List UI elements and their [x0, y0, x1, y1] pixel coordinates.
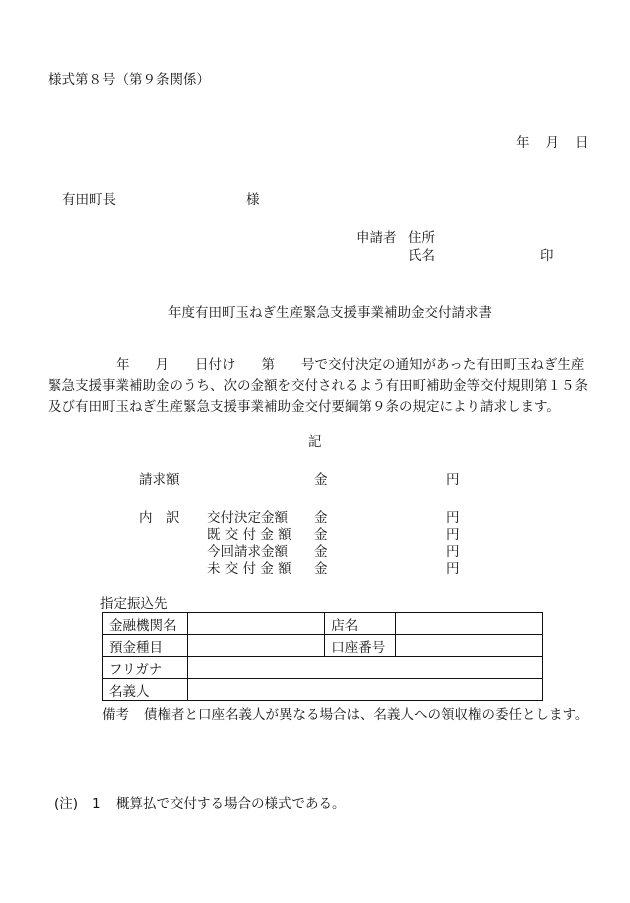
- date-day-label: 日: [575, 135, 589, 151]
- breakdown-item-kin: 金: [314, 561, 328, 577]
- breakdown-item-kin: 金: [314, 527, 328, 543]
- body-paragraph: [48, 355, 588, 418]
- holder-label: 名義人: [103, 679, 188, 701]
- table-row: [103, 657, 543, 679]
- document-title: 年度有田町玉ねぎ生産緊急支援事業補助金交付請求書: [168, 305, 492, 321]
- deposit-type-field[interactable]: [187, 635, 325, 657]
- table-row: [103, 679, 543, 701]
- applicant-address-label: 住所: [408, 230, 435, 246]
- addressee-honorific: 様: [246, 192, 260, 208]
- body-line-1: [48, 355, 588, 376]
- table-row: [103, 613, 543, 635]
- breakdown-item-yen: 円: [446, 527, 460, 543]
- breakdown-label: 内 訳: [139, 510, 180, 526]
- financial-institution-label: 金融機関名: [103, 613, 188, 635]
- applicant-name-label: 氏名: [408, 248, 435, 264]
- deposit-type-label: 預金種目: [103, 635, 188, 657]
- claim-yen: 円: [446, 472, 460, 488]
- body-line-1-rest: 号で交付決定の通知があった有田町玉ねぎ生産: [301, 357, 585, 373]
- breakdown-item-yen: 円: [446, 510, 460, 526]
- body-day: 日付け: [195, 357, 236, 373]
- ki-heading: 記: [308, 434, 322, 450]
- financial-institution-field[interactable]: [187, 613, 325, 635]
- date-line: [516, 135, 589, 153]
- date-year-label: 年: [516, 135, 530, 151]
- breakdown-item-kin: 金: [314, 510, 328, 526]
- account-number-field[interactable]: [396, 635, 543, 657]
- breakdown-item-label: 交付決定金額: [207, 510, 288, 526]
- breakdown-item-kin: 金: [314, 544, 328, 560]
- breakdown-item-label: 未 交 付 金 額: [207, 561, 292, 577]
- branch-field[interactable]: [396, 613, 543, 635]
- body-year: 年: [116, 357, 130, 373]
- remarks-text: 債権者と口座名義人が異なる場合は、名義人への領収権の委任とします。: [144, 707, 589, 723]
- applicant-label: 申請者: [356, 230, 397, 246]
- addressee-name: 有田町長: [62, 192, 116, 208]
- table-row: [103, 635, 543, 657]
- branch-label: 店名: [325, 613, 396, 635]
- form-number: 様式第８号（第９条関係）: [48, 72, 210, 88]
- claim-kin: 金: [314, 472, 328, 488]
- breakdown-item-yen: 円: [446, 544, 460, 560]
- bank-heading: 指定振込先: [100, 596, 168, 612]
- furigana-field[interactable]: [187, 657, 542, 679]
- body-line-2: 緊急支援事業補助金のうち、次の金額を交付されるよう有田町補助金等交付規則第１５条: [48, 378, 588, 394]
- furigana-label: フリガナ: [103, 657, 188, 679]
- holder-field[interactable]: [187, 679, 542, 701]
- account-number-label: 口座番号: [325, 635, 396, 657]
- note-number: 1: [92, 796, 101, 812]
- body-number-prefix: 第: [261, 357, 275, 373]
- seal-mark: 印: [540, 248, 554, 264]
- date-month-label: 月: [545, 135, 559, 151]
- claim-label: 請求額: [139, 472, 180, 488]
- note-label: (注): [54, 796, 79, 812]
- breakdown-item-label: 今回請求金額: [207, 544, 288, 560]
- breakdown-item-yen: 円: [446, 561, 460, 577]
- remarks-label: 備考: [102, 707, 129, 723]
- breakdown-item-label: 既 交 付 金 額: [207, 527, 292, 543]
- note-text: 概算払で交付する場合の様式である。: [116, 796, 346, 812]
- bank-account-table: [102, 612, 543, 701]
- body-month: 月: [155, 357, 169, 373]
- body-line-3: 及び有田町玉ねぎ生産緊急支援事業補助金交付要綱第９条の規定により請求します。: [48, 399, 560, 415]
